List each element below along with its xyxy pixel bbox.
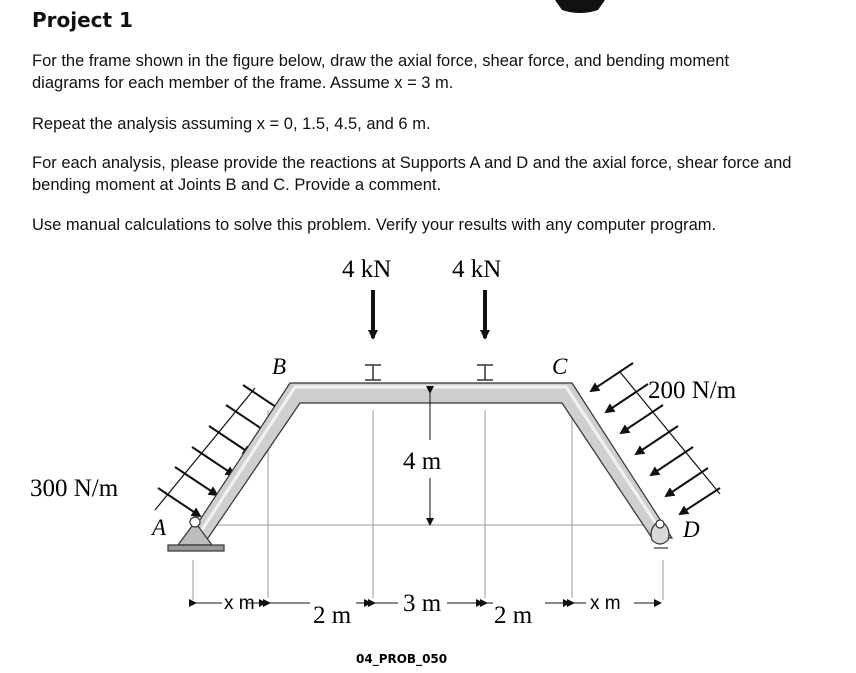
dim-3m-label: 3 m [403,590,442,617]
corner-shape [540,0,620,14]
load-left-label: 4 kN [342,256,392,283]
support-a-label: A [152,515,167,540]
instruction-paragraph-4: Use manual calculations to solve this problem. Verify your results with any computer program. [32,216,717,234]
load-right-label: 4 kN [452,256,502,283]
dim-x-left-label: x m [224,593,255,614]
frame-figure [0,240,856,673]
distributed-load-left-label: 300 N/m [30,475,119,502]
support-d-label: D [683,517,700,542]
instruction-paragraph-3: For each analysis, please provide the reactions at Supports A and D and the axial force, shear force and bending moment at Joints B and C. Provide a comment. [32,154,792,194]
dim-x-right-label: x m [590,593,621,614]
height-label: 4 m [403,448,442,475]
i-section-left [365,365,381,380]
dim-2m-right-label: 2 m [494,602,533,629]
joint-b-label: B [272,354,287,379]
i-section-right [477,365,493,380]
figure-caption: 04_PROB_050 [356,652,448,666]
page-title: Project 1 [32,8,133,32]
dim-2m-left-label: 2 m [313,602,352,629]
distributed-load-right-label: 200 N/m [648,377,737,404]
instruction-paragraph-1: For the frame shown in the figure below, draw the axial force, shear force, and bending moment diagrams for each member of the frame. Assume x = 3 m. [32,52,730,92]
instruction-paragraph-2: Repeat the analysis assuming x = 0, 1.5, 4.5, and 6 m. [32,115,431,133]
joint-c-label: C [552,354,568,379]
